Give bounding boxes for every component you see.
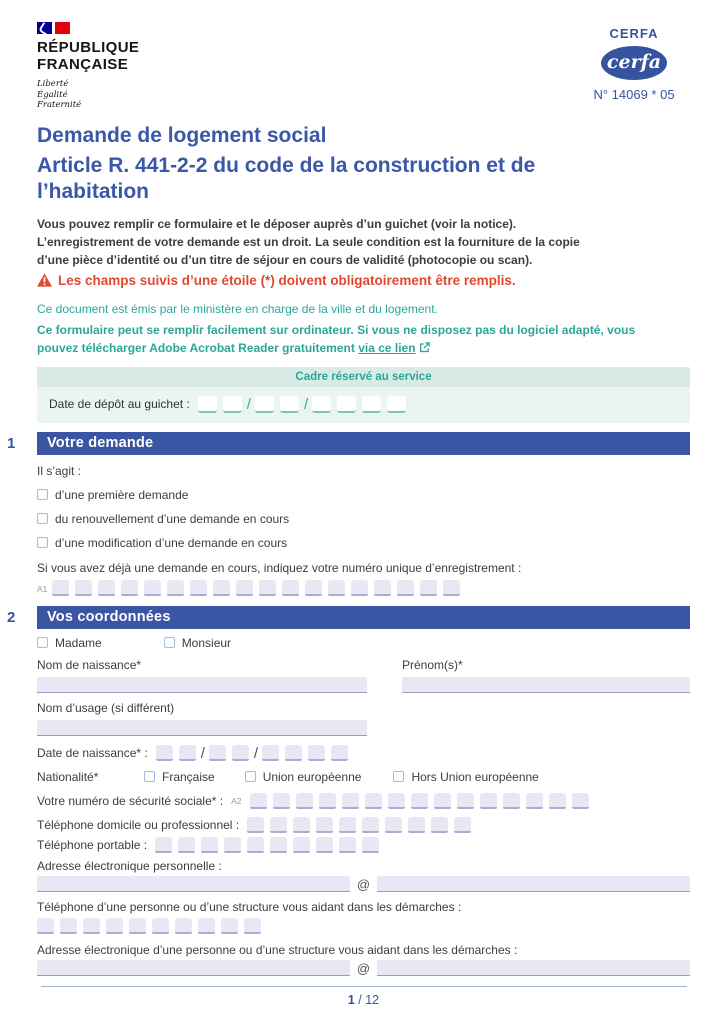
digit-cell[interactable] xyxy=(549,793,566,809)
email-label: Adresse électronique personnelle : xyxy=(37,858,222,873)
checkbox-monsieur[interactable] xyxy=(164,637,175,648)
digit-cell[interactable] xyxy=(255,396,274,413)
deposit-date-label: Date de dépôt au guichet : xyxy=(49,397,190,411)
helper-email-label: Adresse électronique d’une personne ou d’une structure vous aidant dans les démarches : xyxy=(37,942,518,957)
digit-cell[interactable] xyxy=(270,837,287,853)
digit-cell[interactable] xyxy=(37,918,54,934)
digit-cell[interactable] xyxy=(526,793,543,809)
digit-cell[interactable] xyxy=(247,817,264,833)
birth-name-label: Nom de naissance* xyxy=(37,657,142,672)
digit-cell[interactable] xyxy=(224,837,241,853)
digit-cell[interactable] xyxy=(259,580,276,596)
option-hors-union-europeenne xyxy=(393,770,538,784)
digit-cell[interactable] xyxy=(201,837,218,853)
digit-cell[interactable] xyxy=(328,580,345,596)
digit-cell[interactable] xyxy=(316,817,333,833)
digit-cell[interactable] xyxy=(75,580,92,596)
intro-line: Vous pouvez remplir ce formulaire et le déposer auprès d’un guichet (voir la notice). xyxy=(37,216,517,231)
digit-cell[interactable] xyxy=(155,837,172,853)
digit-cell[interactable] xyxy=(503,793,520,809)
option-label: Hors Union européenne xyxy=(411,769,539,784)
checkbox-modification[interactable] xyxy=(37,537,48,548)
digit-cell[interactable] xyxy=(121,580,138,596)
option-union-europeenne xyxy=(245,770,362,784)
email-domain-input[interactable] xyxy=(377,876,690,892)
field-code-a2: A2 xyxy=(231,795,242,806)
helper-phone-label: Téléphone d’une personne ou d’une structure vous aidant dans les démarches : xyxy=(37,899,462,914)
digit-cell[interactable] xyxy=(408,817,425,833)
option-label: Union européenne xyxy=(262,769,362,784)
digit-cell[interactable] xyxy=(337,396,356,413)
digit-cell[interactable] xyxy=(374,580,391,596)
firstname-label: Prénom(s)* xyxy=(402,657,463,672)
digit-cell[interactable] xyxy=(480,793,497,809)
section-1-number: 1 xyxy=(7,434,16,452)
checkbox-renouvellement[interactable] xyxy=(37,513,48,524)
digit-cell[interactable] xyxy=(282,580,299,596)
intro-line: L’enregistrement de votre demande est un droit. La seule condition est la fourniture de la copie xyxy=(37,234,580,249)
digit-cell[interactable] xyxy=(247,837,264,853)
checkbox-union-europeenne[interactable] xyxy=(245,771,256,782)
usage-name-label: Nom d’usage (si différent) xyxy=(37,700,175,715)
devise-fraternite: Fraternité xyxy=(37,100,82,110)
birth-name-field xyxy=(37,658,367,693)
birth-date-row xyxy=(37,745,690,762)
option-label: d’une première demande xyxy=(55,487,189,502)
digit-cell[interactable] xyxy=(129,918,146,934)
firstname-input[interactable] xyxy=(402,677,690,693)
digit-cell[interactable] xyxy=(305,580,322,596)
digit-cell[interactable] xyxy=(190,580,207,596)
digit-cell[interactable] xyxy=(198,396,217,413)
digit-cell[interactable] xyxy=(319,793,336,809)
digit-cell[interactable] xyxy=(293,817,310,833)
section-2-number: 2 xyxy=(7,608,16,626)
option-label: Monsieur xyxy=(181,635,232,650)
checkbox-madame[interactable] xyxy=(37,637,48,648)
devise xyxy=(37,79,139,111)
digit-cell[interactable] xyxy=(60,918,77,934)
digit-cell[interactable] xyxy=(411,793,428,809)
devise-egalite: Égalité xyxy=(37,89,68,100)
date-slash: / xyxy=(253,744,259,762)
existing-request-label: Si vous avez déjà une demande en cours, indiquez votre numéro unique d’enregistrement : xyxy=(37,560,522,575)
option-modification xyxy=(37,536,690,550)
helper-phone-cells xyxy=(37,918,267,934)
digit-cell[interactable] xyxy=(262,745,279,761)
flag-red-block xyxy=(55,22,70,34)
digit-cell[interactable] xyxy=(285,745,302,761)
nationality-label: Nationalité* xyxy=(37,769,99,784)
digit-cell[interactable] xyxy=(316,837,333,853)
digit-cell[interactable] xyxy=(362,396,381,413)
birth-date-label: Date de naissance* : xyxy=(37,746,148,760)
section-1-header xyxy=(7,432,690,455)
digit-cell[interactable] xyxy=(443,580,460,596)
digit-cell[interactable] xyxy=(385,817,402,833)
at-sign: @ xyxy=(356,876,371,892)
digit-cell[interactable] xyxy=(293,837,310,853)
page-title: Demande de logement social xyxy=(37,123,327,147)
devise-liberte: Liberté xyxy=(37,79,69,89)
digit-cell[interactable] xyxy=(106,918,123,934)
phone-mobile-label: Téléphone portable : xyxy=(37,837,148,852)
at-sign: @ xyxy=(356,960,371,976)
service-reserved-box xyxy=(37,367,690,423)
digit-cell[interactable] xyxy=(312,396,331,413)
digit-cell[interactable] xyxy=(198,918,215,934)
service-box-body xyxy=(37,387,690,423)
checkbox-hors-union-europeenne[interactable] xyxy=(393,771,404,782)
francaise-text: FRANÇAISE xyxy=(37,56,129,73)
digit-cell[interactable] xyxy=(457,793,474,809)
date-slash: / xyxy=(246,395,251,413)
ssn-label: Votre numéro de sécurité sociale* : xyxy=(37,793,224,808)
mandatory-fields-warning xyxy=(37,273,690,288)
cerfa-oval-icon xyxy=(601,46,667,80)
option-label: d’une modification d’une demande en cours xyxy=(55,535,288,550)
intro-paragraph xyxy=(37,215,690,269)
digit-cell[interactable] xyxy=(213,580,230,596)
cerfa-oval-text: cerfa xyxy=(606,50,662,73)
digit-cell[interactable] xyxy=(223,396,242,413)
digit-cell[interactable] xyxy=(156,745,173,761)
request-type-intro: Il s’agit : xyxy=(37,463,82,478)
name-fields-row xyxy=(37,658,690,693)
page-subtitle: Article R. 441-2-2 du code de la construction et de l’habitation xyxy=(37,153,536,203)
software-note-text: Ce formulaire peut se remplir facilement sur ordinateur. Si vous ne disposez pas du logiciel adapté, vous pouvez télécharger Adobe Acrobat Reader gratuitement xyxy=(37,322,636,355)
nationality-row xyxy=(37,770,690,784)
digit-cell[interactable] xyxy=(273,793,290,809)
digit-cell[interactable] xyxy=(397,580,414,596)
checkbox-premiere-demande[interactable] xyxy=(37,489,48,500)
page-current: 1 xyxy=(347,992,355,1007)
footer-divider xyxy=(41,986,687,987)
section-2-title-bar xyxy=(37,606,690,629)
email-local-input[interactable] xyxy=(37,876,350,892)
ssn-row xyxy=(37,793,690,809)
service-box-title: Cadre réservé au service xyxy=(37,367,690,387)
digit-cell[interactable] xyxy=(331,745,348,761)
digit-cell[interactable] xyxy=(434,793,451,809)
digit-cell[interactable] xyxy=(365,793,382,809)
digit-cell[interactable] xyxy=(232,745,249,761)
digit-cell[interactable] xyxy=(387,396,406,413)
digit-cell[interactable] xyxy=(52,580,69,596)
phone-home-cells xyxy=(247,817,477,833)
option-label: Madame xyxy=(55,635,102,650)
digit-cell[interactable] xyxy=(280,396,299,413)
helper-email-domain-input[interactable] xyxy=(377,960,690,976)
section-2-title: Vos coordonnées xyxy=(47,608,171,625)
option-renouvellement xyxy=(37,512,690,526)
republique-text: RÉPUBLIQUE xyxy=(37,39,140,56)
digit-cell[interactable] xyxy=(454,817,471,833)
phone-home-row xyxy=(37,817,690,833)
french-flag-icon xyxy=(37,22,139,34)
external-link-icon xyxy=(419,340,430,358)
helper-email-row xyxy=(37,960,690,976)
email-row xyxy=(37,876,690,892)
digit-cell[interactable] xyxy=(388,793,405,809)
digit-cell[interactable] xyxy=(175,918,192,934)
digit-cell[interactable] xyxy=(339,837,356,853)
date-slash: / xyxy=(303,395,309,413)
digit-cell[interactable] xyxy=(98,580,115,596)
digit-cell[interactable] xyxy=(431,817,448,833)
cerfa-label: CERFA xyxy=(609,26,659,41)
digit-cell[interactable] xyxy=(342,793,359,809)
page-header xyxy=(37,22,690,111)
option-francaise xyxy=(144,770,215,784)
page-total: / 12 xyxy=(354,992,380,1007)
registration-number-row xyxy=(37,580,690,596)
page-number xyxy=(37,993,690,1007)
firstname-field xyxy=(402,658,690,693)
digit-cell[interactable] xyxy=(362,837,379,853)
usage-name-input[interactable] xyxy=(37,720,367,736)
digit-cell[interactable] xyxy=(144,580,161,596)
civility-row xyxy=(37,636,690,650)
phone-mobile-cells xyxy=(155,837,385,853)
birth-name-input[interactable] xyxy=(37,677,367,693)
field-code-a1: A1 xyxy=(37,583,48,594)
option-monsieur xyxy=(164,636,231,650)
digit-cell[interactable] xyxy=(250,793,267,809)
digit-cell[interactable] xyxy=(244,918,261,934)
option-madame xyxy=(37,636,102,650)
digit-cell[interactable] xyxy=(236,580,253,596)
ministry-note: Ce document est émis par le ministère en charge de la ville et du logement. xyxy=(37,301,438,316)
option-label: du renouvellement d’une demande en cours xyxy=(55,511,290,526)
warning-triangle-icon xyxy=(37,273,52,287)
ssn-cells xyxy=(250,793,595,809)
digit-cell[interactable] xyxy=(167,580,184,596)
checkbox-francaise[interactable] xyxy=(144,771,155,782)
digit-cell[interactable] xyxy=(209,745,226,761)
software-note xyxy=(37,321,657,358)
birth-date-cells xyxy=(156,745,354,762)
digit-cell[interactable] xyxy=(572,793,589,809)
flag-blue-block xyxy=(37,22,52,34)
digit-cell[interactable] xyxy=(296,793,313,809)
digit-cell[interactable] xyxy=(221,918,238,934)
option-premiere-demande xyxy=(37,488,690,502)
digit-cell[interactable] xyxy=(178,837,195,853)
digit-cell[interactable] xyxy=(179,745,196,761)
digit-cell[interactable] xyxy=(152,918,169,934)
intro-line: d’une pièce d’identité ou d’un titre de séjour en cours de validité (photocopie ou scan). xyxy=(37,252,533,267)
cerfa-number: N° 14069 * 05 xyxy=(593,87,675,102)
republique-francaise-logo xyxy=(37,22,139,111)
digit-cell[interactable] xyxy=(270,817,287,833)
warning-text: Les champs suivis d’une étoile (*) doivent obligatoirement être remplis. xyxy=(58,272,516,288)
phone-mobile-row xyxy=(37,837,690,853)
option-label: Française xyxy=(162,769,215,784)
digit-cell[interactable] xyxy=(339,817,356,833)
digit-cell[interactable] xyxy=(420,580,437,596)
phone-home-label: Téléphone domicile ou professionnel : xyxy=(37,817,240,832)
registration-number-cells xyxy=(52,580,466,596)
deposit-date-cells xyxy=(198,396,412,413)
section-2-header xyxy=(7,606,690,629)
date-slash: / xyxy=(200,744,205,762)
section-1-title-bar xyxy=(37,432,690,455)
digit-cell[interactable] xyxy=(362,817,379,833)
digit-cell[interactable] xyxy=(308,745,325,761)
helper-email-local-input[interactable] xyxy=(37,960,350,976)
digit-cell[interactable] xyxy=(83,918,100,934)
adobe-reader-link[interactable]: via ce lien xyxy=(358,340,416,355)
section-1-title: Votre demande xyxy=(47,434,154,451)
digit-cell[interactable] xyxy=(351,580,368,596)
cerfa-logo xyxy=(578,22,690,102)
